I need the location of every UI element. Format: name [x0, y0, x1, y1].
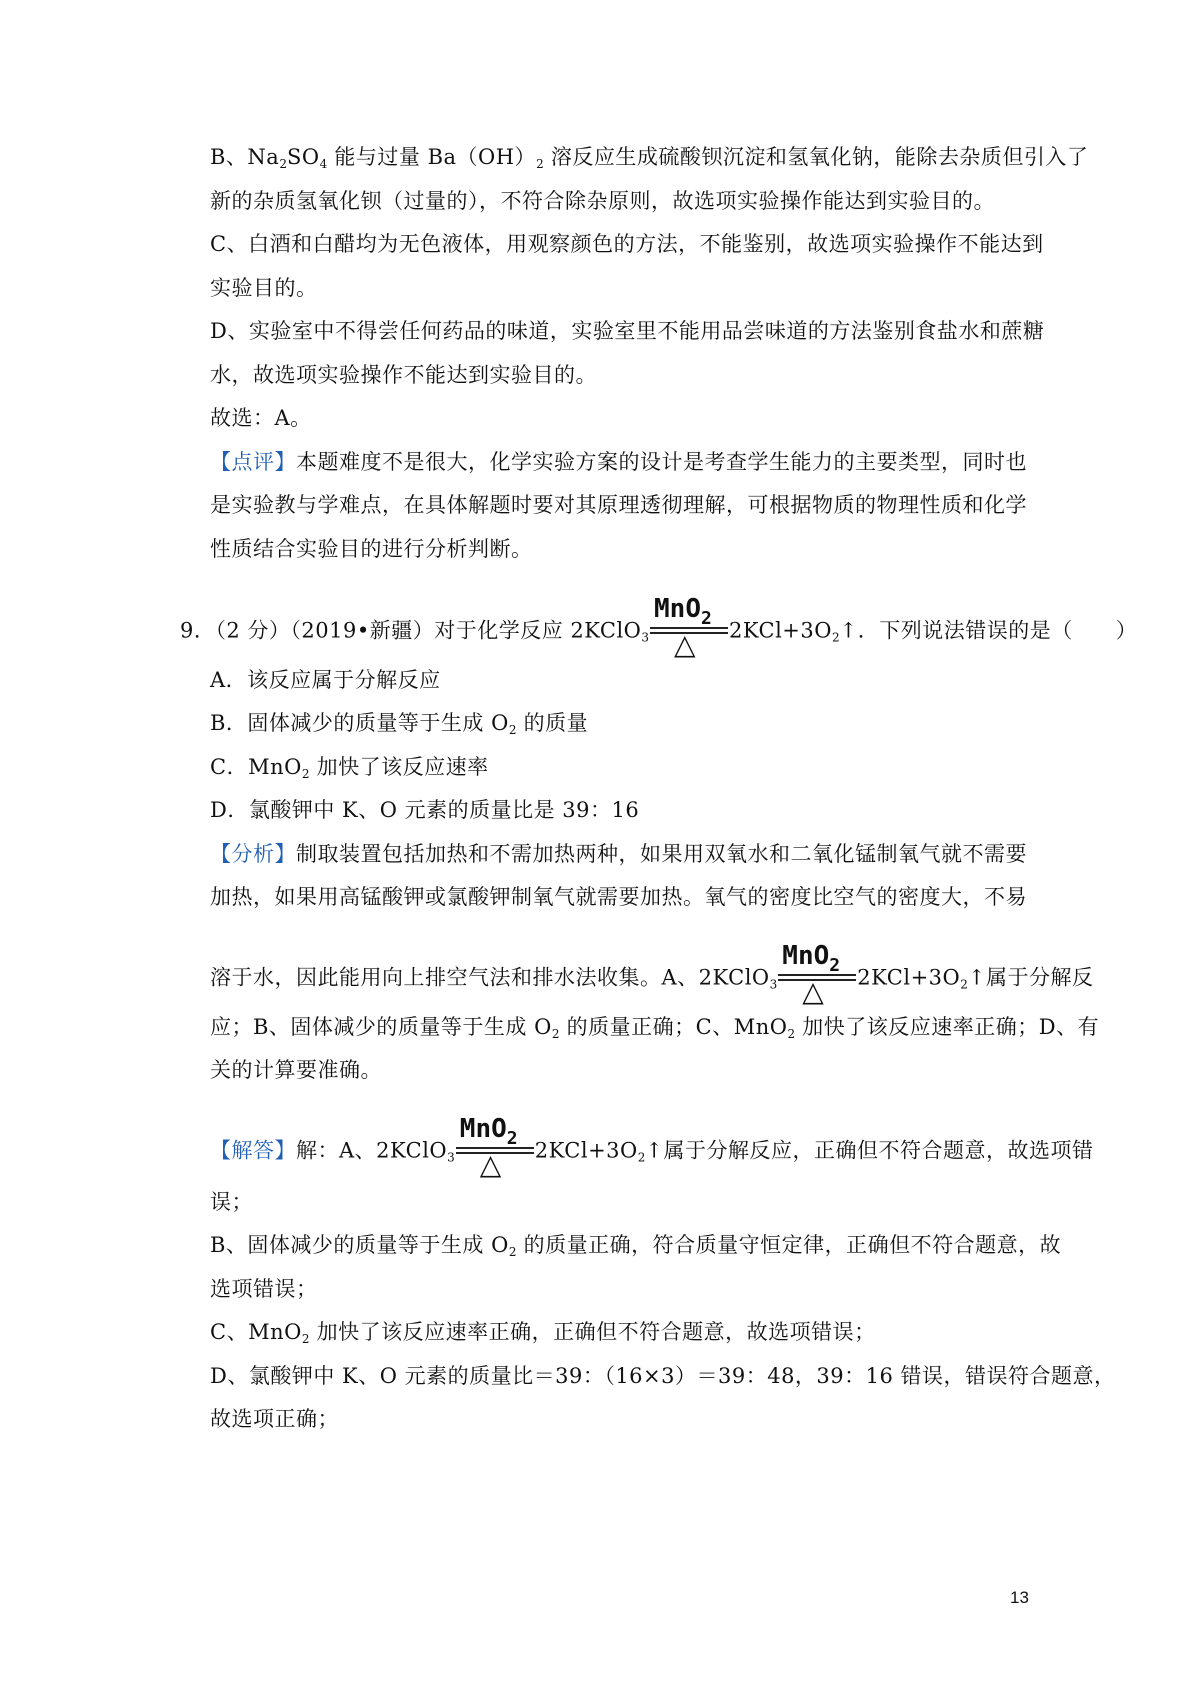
subscript: 2 — [787, 1027, 796, 1041]
subscript: 2 — [508, 723, 517, 737]
subscript: 3 — [447, 1150, 455, 1165]
text: 溶反应生成硫酸钡沉淀和氢氧化钠，能除去杂质但引入了 — [543, 145, 1089, 169]
text: 制取装置包括加热和不需加热两种，如果用双氧水和二氧化锰制氧气就不需要 — [296, 842, 1027, 866]
catalyst-label: MnO$_2$ — [782, 941, 841, 976]
analysis-line-4 — [210, 1012, 1099, 1049]
analysis-tag: 【分析】 — [210, 842, 296, 866]
solution-line-2: 误； — [210, 1190, 253, 1214]
subscript: 2 — [301, 767, 310, 781]
option-d: D．氯酸钾中 K、O 元素的质量比是 39：16 — [210, 798, 640, 822]
text: B、Na — [210, 145, 280, 169]
catalyst-label: MnO$_2$ — [654, 594, 712, 629]
text: 9．（2 分）（2019•新疆）对于化学反应 2KClO — [180, 618, 642, 643]
solution-line-3 — [210, 1230, 1061, 1267]
text: 应；B、固体减少的质量等于生成 O — [210, 1015, 552, 1039]
text: 解：A、2KClO — [296, 1138, 448, 1163]
subscript: 3 — [769, 977, 778, 992]
subscript: 2 — [551, 1027, 560, 1041]
subscript: 2 — [831, 630, 840, 645]
analysis-line-2: 加热，如果用高锰酸钾或氯酸钾制氧气就需要加热。氧气的密度比空气的密度大，不易 — [210, 885, 1027, 909]
text: B．固体减少的质量等于生成 O — [210, 711, 509, 735]
solution-line-4: 选项错误； — [210, 1277, 318, 1301]
heat-triangle-icon: △ — [802, 975, 825, 1008]
subscript: 2 — [536, 157, 544, 171]
text: 加快了该反应速率 — [309, 755, 489, 779]
review-line-2: 是实验教与学难点，在具体解题时要对其原理透彻理解，可根据物质的物理性质和化学 — [210, 493, 1027, 517]
catalyst-label: MnO$_2$ — [459, 1114, 518, 1149]
subscript: 2 — [279, 157, 287, 171]
option-c-line-2: 实验目的。 — [210, 276, 318, 300]
reaction-condition — [456, 1114, 534, 1181]
subscript: 2 — [960, 977, 968, 992]
option-b — [210, 708, 588, 745]
analysis-line-5: 关的计算要准确。 — [210, 1058, 382, 1082]
text: C、MnO — [210, 1320, 302, 1344]
text: 的质量 — [516, 711, 589, 735]
option-a: A．该反应属于分解反应 — [210, 668, 441, 692]
solution-line-7: 故选项正确； — [210, 1407, 339, 1431]
option-b-line-2: 新的杂质氢氧化钡（过量的），不符合除杂原则，故选项实验操作能达到实验目的。 — [210, 189, 995, 213]
subscript: 2 — [301, 1332, 310, 1346]
reaction-condition — [778, 941, 856, 1008]
subscript: 2 — [508, 1245, 517, 1259]
text: 2KCl+3O — [534, 1138, 638, 1163]
option-d-line-2: 水，故选项实验操作不能达到实验目的。 — [210, 363, 597, 387]
answer-line: 故选：A。 — [210, 406, 312, 430]
solution-line-6: D、氯酸钾中 K、O 元素的质量比＝39：（16×3）＝39：48，39：16 错误，错误符合题意， — [210, 1364, 1116, 1388]
text: C．MnO — [210, 755, 302, 779]
option-b-line-1 — [210, 142, 1088, 179]
analysis-line-3 — [210, 941, 1094, 1010]
text: B、固体减少的质量等于生成 O — [210, 1233, 509, 1257]
text: SO — [286, 145, 320, 169]
subscript: 3 — [641, 630, 650, 645]
text: ↑属于分解反应，正确但不符合题意，故选项错 — [645, 1138, 1094, 1163]
text: 2KCl+3O — [729, 618, 832, 643]
solution-line-5 — [210, 1317, 876, 1354]
text: 加快了该反应速率正确，正确但不符合题意，故选项错误； — [309, 1320, 876, 1344]
option-d-line-1: D、实验室中不得尝任何药品的味道，实验室里不能用品尝味道的方法鉴别食盐水和蔗糖 — [210, 319, 1045, 343]
question-9 — [180, 594, 1138, 663]
reaction-condition — [650, 594, 728, 661]
text: 本题难度不是很大，化学实验方案的设计是考查学生能力的主要类型，同时也 — [296, 450, 1027, 474]
text: 能与过量 Ba（OH） — [327, 145, 537, 169]
text: 加快了该反应速率正确；D、有 — [795, 1015, 1100, 1039]
page-number: 13 — [1010, 1588, 1029, 1607]
subscript: 4 — [319, 157, 328, 171]
text: ↑．下列说法错误的是（ ） — [839, 618, 1138, 643]
review-tag: 【点评】 — [210, 450, 296, 474]
analysis-line-1 — [210, 839, 1027, 869]
heat-triangle-icon: △ — [479, 1148, 502, 1181]
heat-triangle-icon: △ — [674, 628, 697, 661]
text: 的质量正确，符合质量守恒定律，正确但不符合题意，故 — [516, 1233, 1062, 1257]
option-c — [210, 752, 489, 789]
text: 2KCl+3O — [857, 965, 961, 990]
solution-tag: 【解答】 — [210, 1138, 296, 1163]
review-line-3: 性质结合实验目的进行分析判断。 — [210, 537, 533, 561]
solution-line-1 — [210, 1114, 1094, 1183]
option-c-line-1: C、白酒和白醋均为无色液体，用观察颜色的方法，不能鉴别，故选项实验操作不能达到 — [210, 232, 1044, 256]
subscript: 2 — [637, 1150, 646, 1165]
text: ↑属于分解反 — [967, 965, 1094, 990]
review-line-1 — [210, 447, 1027, 477]
text: 的质量正确；C、MnO — [559, 1015, 788, 1039]
text: 溶于水，因此能用向上排空气法和排水法收集。A、2KClO — [210, 965, 770, 990]
